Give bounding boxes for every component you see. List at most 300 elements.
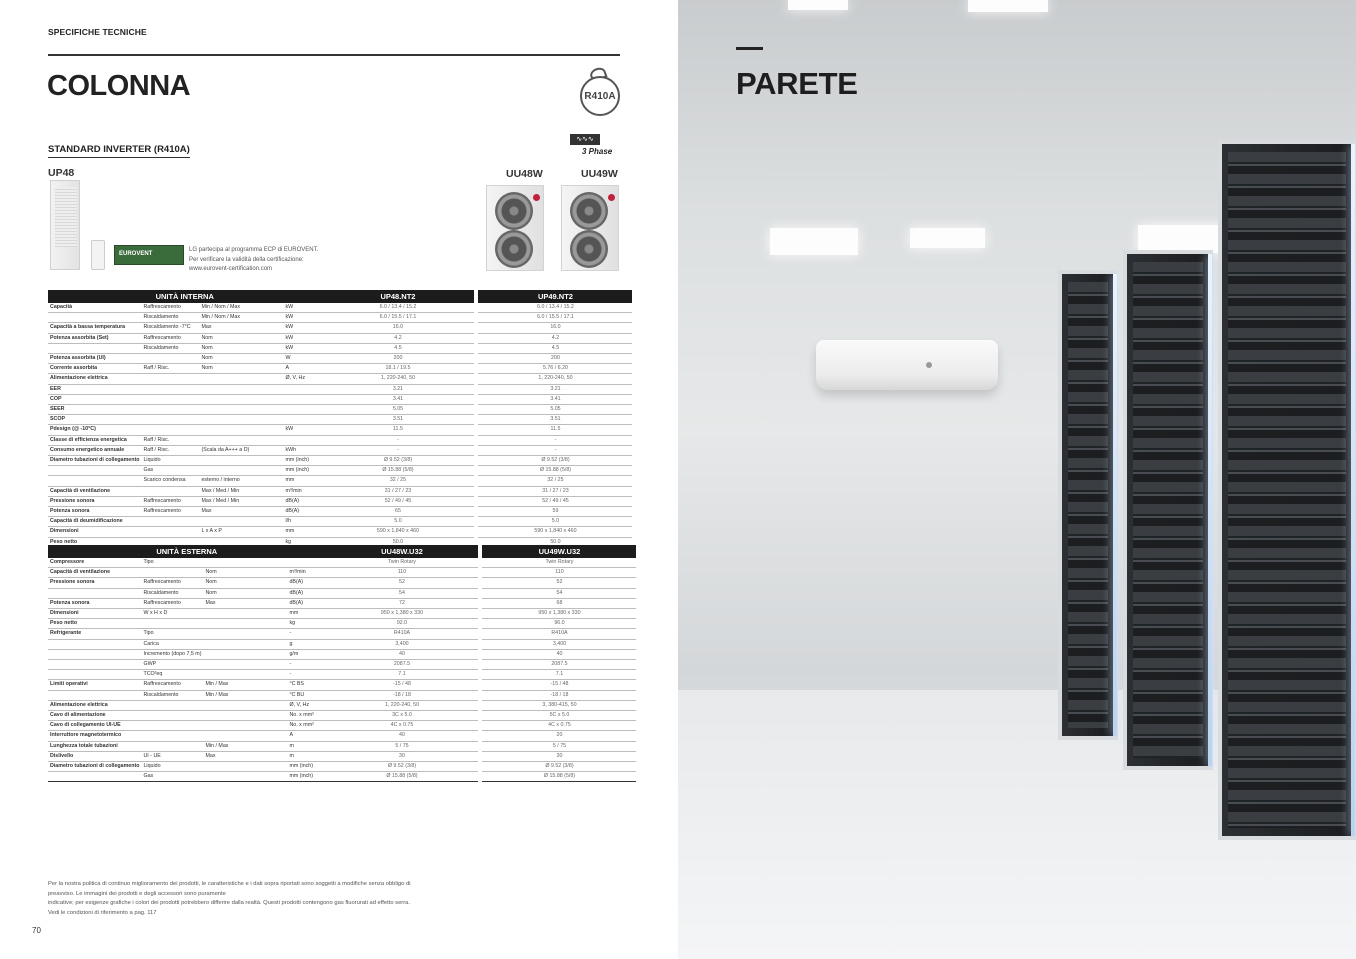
row-condition: Max / Med / Min xyxy=(199,486,283,496)
row-condition xyxy=(203,649,287,659)
row-value: Ø 15.88 (5/8) xyxy=(321,466,474,476)
row-label: Limiti operativi xyxy=(48,680,141,690)
row-unit: kW xyxy=(283,333,321,343)
row-unit: g/m xyxy=(287,649,325,659)
row-value: Twin Rotary xyxy=(325,558,478,568)
row-condition: Min / Max xyxy=(203,741,287,751)
row-unit: g xyxy=(287,639,325,649)
row-condition: Nom xyxy=(199,343,283,353)
server-rack xyxy=(1218,140,1356,840)
row-value: 30 xyxy=(482,751,636,761)
row-label: EER xyxy=(48,384,141,394)
row-condition xyxy=(203,700,287,710)
row-value: 32 / 25 xyxy=(478,476,632,486)
row-label: Consumo energetico annuale xyxy=(48,445,141,455)
row-condition xyxy=(203,762,287,772)
row-unit: No. x mm² xyxy=(287,721,325,731)
row-condition: Max xyxy=(199,507,283,517)
row-value: 32 / 25 xyxy=(321,476,474,486)
row-condition: L x A x P xyxy=(199,527,283,537)
row-sublabel: Scarico condensa xyxy=(141,476,199,486)
row-value: 54 xyxy=(482,588,636,598)
row-value: 2087.5 xyxy=(325,660,478,670)
row-unit: mm xyxy=(283,527,321,537)
row-value: 65 xyxy=(321,507,474,517)
row-unit: °C BU xyxy=(287,690,325,700)
three-phase-badge xyxy=(570,134,620,162)
table-row xyxy=(48,690,636,700)
row-label xyxy=(48,690,141,700)
row-unit: mm (inch) xyxy=(287,772,325,782)
row-sublabel: Liquido xyxy=(141,456,199,466)
row-label: Capacità xyxy=(48,303,141,313)
row-unit xyxy=(283,394,321,404)
outdoor-model-name-2: UU49W xyxy=(581,168,618,180)
row-value: 6.0 / 15.5 / 17.1 xyxy=(478,313,632,323)
row-value: Ø 9.52 (3/8) xyxy=(321,456,474,466)
row-unit: kg xyxy=(283,537,321,547)
row-value: 72 xyxy=(325,598,478,608)
table-row xyxy=(48,721,636,731)
row-unit xyxy=(283,405,321,415)
row-value: 1, 220-240, 50 xyxy=(478,374,632,384)
table-row xyxy=(48,649,636,659)
ceiling-light xyxy=(968,0,1048,12)
ceiling-light xyxy=(910,228,985,248)
row-condition xyxy=(203,639,287,649)
row-sublabel: Riscaldamento xyxy=(141,588,203,598)
row-value: 16.0 xyxy=(321,323,474,333)
section-label: SPECIFICHE TECNICHE xyxy=(48,27,147,37)
row-value: 5.0 xyxy=(321,517,474,527)
table-row xyxy=(48,772,636,782)
row-value: 31 / 27 / 23 xyxy=(321,486,474,496)
row-condition: Max / Med / Min xyxy=(199,496,283,506)
row-value: 4C x 0.75 xyxy=(482,721,636,731)
row-unit: kW xyxy=(283,343,321,353)
row-value: 4C x 0.75 xyxy=(325,721,478,731)
table-row xyxy=(48,486,632,496)
row-label: Potenza assorbita (UI) xyxy=(48,354,141,364)
remote-control-image xyxy=(91,240,105,270)
server-rack xyxy=(1123,250,1213,770)
row-label xyxy=(48,588,141,598)
right-page-photo xyxy=(678,0,1356,959)
row-label: Diametro tubazioni di collegamento xyxy=(48,456,141,466)
table-row xyxy=(48,425,632,435)
row-sublabel: Raffrescamento xyxy=(141,680,203,690)
table-row xyxy=(48,456,632,466)
row-unit: °C BS xyxy=(287,680,325,690)
table-row xyxy=(48,588,636,598)
indoor-unit-image xyxy=(50,180,80,270)
row-unit xyxy=(287,558,325,568)
table-row xyxy=(48,609,636,619)
row-unit: kg xyxy=(287,619,325,629)
row-label xyxy=(48,649,141,659)
row-unit: - xyxy=(287,670,325,680)
row-sublabel: Riscaldamento -7°C xyxy=(141,323,199,333)
row-condition: (Scala da A+++ a D) xyxy=(199,445,283,455)
table-row xyxy=(48,507,632,517)
row-value: 5.0 xyxy=(478,517,632,527)
row-value: 52 xyxy=(482,578,636,588)
table-row xyxy=(48,639,636,649)
row-value: 4.2 xyxy=(478,333,632,343)
row-sublabel: Riscaldamento xyxy=(141,313,199,323)
table-header: UP49.NT2 xyxy=(478,290,632,303)
row-value: -18 / 18 xyxy=(325,690,478,700)
row-condition: Nom xyxy=(203,578,287,588)
row-unit: dB(A) xyxy=(287,588,325,598)
row-value: R410A xyxy=(482,629,636,639)
row-unit: kW xyxy=(283,425,321,435)
subtitle: STANDARD INVERTER (R410A) xyxy=(48,144,190,158)
row-label: COP xyxy=(48,394,141,404)
row-value: 1, 220-240, 50 xyxy=(321,374,474,384)
row-sublabel: Carica xyxy=(141,639,203,649)
row-value: 5 / 75 xyxy=(325,741,478,751)
row-value: -18 / 18 xyxy=(482,690,636,700)
row-condition: Nom xyxy=(199,364,283,374)
row-sublabel: Gas xyxy=(141,466,199,476)
row-sublabel: Raffrescamento xyxy=(141,598,203,608)
row-label xyxy=(48,772,141,782)
table-row xyxy=(48,731,636,741)
row-value: Ø 15.88 (5/8) xyxy=(325,772,478,782)
refrigerant-badge: R410A xyxy=(580,76,620,116)
row-condition xyxy=(199,456,283,466)
row-value: 590 x 1,840 x 460 xyxy=(321,527,474,537)
row-value: 3, 380-415, 50 xyxy=(482,700,636,710)
row-condition xyxy=(199,425,283,435)
outdoor-model-name-1: UU48W xyxy=(506,168,543,180)
eurovent-line: Per verificare la validità della certificazione: xyxy=(189,256,304,263)
row-value: 4.5 xyxy=(321,343,474,353)
row-unit: kW xyxy=(283,323,321,333)
row-sublabel xyxy=(141,568,203,578)
table-header: UP48.NT2 xyxy=(321,290,474,303)
row-value: 3.51 xyxy=(321,415,474,425)
table-row xyxy=(48,374,632,384)
row-value: 3.41 xyxy=(321,394,474,404)
outdoor-spec-table xyxy=(48,545,636,782)
row-value: 2087.5 xyxy=(482,660,636,670)
row-condition xyxy=(199,405,283,415)
row-sublabel: Raffrescamento xyxy=(141,578,203,588)
row-unit: kW xyxy=(283,303,321,313)
row-value: 54 xyxy=(325,588,478,598)
row-condition: Nom xyxy=(199,354,283,364)
table-header: UNITÀ ESTERNA xyxy=(48,545,325,558)
outdoor-unit-image-2 xyxy=(561,185,619,271)
row-sublabel: Raffrescamento xyxy=(141,496,199,506)
row-condition: Min / Nom / Max xyxy=(199,313,283,323)
footnote-line: indicative; per esigenze grafiche i colori dei prodotti potrebbero differire dalla realtà. Questi prodotti contengono gas fluorurati ad effetto serra. xyxy=(48,900,410,907)
table-header: UU49W.U32 xyxy=(482,545,636,558)
row-label: Peso netto xyxy=(48,537,141,547)
row-sublabel xyxy=(141,425,199,435)
row-sublabel xyxy=(141,384,199,394)
row-unit: - xyxy=(287,629,325,639)
row-label: Cavo di alimentazione xyxy=(48,711,141,721)
row-unit: A xyxy=(287,731,325,741)
row-label xyxy=(48,670,141,680)
row-value: - xyxy=(321,445,474,455)
row-condition: Nom xyxy=(199,333,283,343)
row-value: 40 xyxy=(325,649,478,659)
row-sublabel xyxy=(141,731,203,741)
row-sublabel: Raffrescamento xyxy=(141,507,199,517)
table-row xyxy=(48,313,632,323)
row-value: 92.0 xyxy=(325,619,478,629)
row-label: Peso netto xyxy=(48,619,141,629)
table-row xyxy=(48,343,632,353)
title-dash xyxy=(736,47,763,50)
row-label: Pressione sonora xyxy=(48,496,141,506)
row-sublabel: Riscaldamento xyxy=(141,690,203,700)
row-sublabel: GWP xyxy=(141,660,203,670)
row-label: Alimentazione elettrica xyxy=(48,374,141,384)
row-sublabel xyxy=(141,354,199,364)
row-sublabel: Liquido xyxy=(141,762,203,772)
row-value: Ø 9.52 (3/8) xyxy=(482,762,636,772)
waveform-icon: ∿∿∿ xyxy=(570,134,600,145)
row-value: 6.0 / 15.5 / 17.1 xyxy=(321,313,474,323)
row-condition xyxy=(203,670,287,680)
row-value: 950 x 1,380 x 330 xyxy=(325,609,478,619)
row-value: 5.76 / 6.20 xyxy=(478,364,632,374)
server-rack xyxy=(1058,270,1118,740)
indoor-spec-table xyxy=(48,290,632,548)
row-label: SCOP xyxy=(48,415,141,425)
row-unit: kW xyxy=(283,313,321,323)
row-condition xyxy=(199,435,283,445)
row-unit: dB(A) xyxy=(287,578,325,588)
table-row xyxy=(48,384,632,394)
row-unit: - xyxy=(287,660,325,670)
row-condition: Max xyxy=(199,323,283,333)
right-page-title: PARETE xyxy=(736,66,858,101)
row-sublabel: Raffrescamento xyxy=(141,303,199,313)
row-value: - xyxy=(478,445,632,455)
row-unit: dB(A) xyxy=(283,507,321,517)
row-condition xyxy=(199,517,283,527)
row-value: 1, 220-240, 50 xyxy=(325,700,478,710)
row-label xyxy=(48,343,141,353)
table-row xyxy=(48,517,632,527)
row-unit: l/h xyxy=(283,517,321,527)
eurovent-line: www.eurovent-certification.com xyxy=(189,266,273,272)
row-unit xyxy=(283,415,321,425)
row-unit xyxy=(283,435,321,445)
row-label: Dimensioni xyxy=(48,527,141,537)
footnote-line: Vedi le condizioni di riferimento a pag. 117 xyxy=(48,909,157,916)
row-value: -15 / 48 xyxy=(325,680,478,690)
row-value: Ø 9.52 (3/8) xyxy=(325,762,478,772)
row-sublabel xyxy=(141,711,203,721)
row-unit: Ø, V, Hz xyxy=(283,374,321,384)
row-condition xyxy=(203,609,287,619)
table-row xyxy=(48,405,632,415)
row-value: 31 / 27 / 23 xyxy=(478,486,632,496)
row-value: 5 / 75 xyxy=(482,741,636,751)
row-value: R410A xyxy=(325,629,478,639)
page-title: COLONNA xyxy=(47,70,191,102)
indoor-model-name: UP48 xyxy=(48,167,75,179)
row-unit: Ø, V, Hz xyxy=(287,700,325,710)
row-value: 5C x 5.0 xyxy=(482,711,636,721)
row-value: 3.51 xyxy=(478,415,632,425)
ceiling-light xyxy=(770,228,858,255)
row-unit: m xyxy=(287,741,325,751)
row-condition xyxy=(203,711,287,721)
footnote xyxy=(48,880,438,918)
phase-label: 3 Phase xyxy=(582,147,613,156)
table-row xyxy=(48,700,636,710)
row-value: 52 / 49 / 45 xyxy=(321,496,474,506)
row-condition: Nom xyxy=(203,568,287,578)
row-condition xyxy=(203,731,287,741)
divider xyxy=(48,54,620,56)
row-value: 30 xyxy=(325,751,478,761)
table-header: UU48W.U32 xyxy=(325,545,478,558)
table-header: UNITÀ INTERNA xyxy=(48,290,321,303)
row-unit: dB(A) xyxy=(287,598,325,608)
row-label: Interruttore magnetotermico xyxy=(48,731,141,741)
row-unit: mm xyxy=(287,609,325,619)
row-label: Capacità di ventilazione xyxy=(48,486,141,496)
row-value: 3,400 xyxy=(482,639,636,649)
row-condition xyxy=(203,772,287,782)
row-value: 96.0 xyxy=(482,619,636,629)
table-row xyxy=(48,394,632,404)
row-value: 52 xyxy=(325,578,478,588)
row-value: 4.2 xyxy=(321,333,474,343)
row-sublabel xyxy=(141,405,199,415)
row-value: 6.0 / 13.4 / 15.2 xyxy=(321,303,474,313)
row-label: Compressore xyxy=(48,558,141,568)
wall-ac-unit-image xyxy=(816,340,998,390)
row-condition xyxy=(203,721,287,731)
row-label: Corrente assorbita xyxy=(48,364,141,374)
row-sublabel xyxy=(141,517,199,527)
row-sublabel: Raff / Risc. xyxy=(141,435,199,445)
row-unit: kWh xyxy=(283,445,321,455)
ceiling-light xyxy=(1138,225,1228,253)
table-row xyxy=(48,751,636,761)
row-value: 5.05 xyxy=(321,405,474,415)
row-value: 3.21 xyxy=(321,384,474,394)
table-row xyxy=(48,364,632,374)
table-row xyxy=(48,568,636,578)
table-row xyxy=(48,670,636,680)
row-value: 7.1 xyxy=(325,670,478,680)
table-row xyxy=(48,435,632,445)
row-label: Diametro tubazioni di collegamento xyxy=(48,762,141,772)
eurovent-logo xyxy=(114,245,184,265)
row-label: Dislivello xyxy=(48,751,141,761)
row-label: Lunghezza totale tubazioni xyxy=(48,741,141,751)
row-value: 50.0 xyxy=(321,537,474,547)
row-value: 20 xyxy=(482,731,636,741)
footnote-line: Per la nostra politica di continuo miglioramento dei prodotti, le caratteristiche e i dati sopra riportati sono soggetti a modifiche senza obbligo di xyxy=(48,881,411,887)
table-row xyxy=(48,527,632,537)
row-sublabel xyxy=(141,394,199,404)
row-sublabel xyxy=(141,700,203,710)
table-row xyxy=(48,578,636,588)
row-condition: Min / Nom / Max xyxy=(199,303,283,313)
table-row xyxy=(48,323,632,333)
row-label: Potenza assorbita (Set) xyxy=(48,333,141,343)
row-value: - xyxy=(321,435,474,445)
row-sublabel xyxy=(141,415,199,425)
row-condition: Max xyxy=(203,598,287,608)
row-unit: mm (inch) xyxy=(283,466,321,476)
row-condition: Max xyxy=(203,751,287,761)
row-condition xyxy=(199,466,283,476)
row-sublabel: Raff / Risc. xyxy=(141,364,199,374)
row-value: 11.5 xyxy=(321,425,474,435)
row-label: Capacità di deumidificazione xyxy=(48,517,141,527)
row-unit: mm (inch) xyxy=(287,762,325,772)
row-value: 52 / 49 / 45 xyxy=(478,496,632,506)
row-value: 16.0 xyxy=(478,323,632,333)
outdoor-unit-image-1 xyxy=(486,185,544,271)
row-value: 110 xyxy=(325,568,478,578)
row-sublabel xyxy=(141,374,199,384)
table-row xyxy=(48,629,636,639)
row-value: -15 / 48 xyxy=(482,680,636,690)
row-unit: mm xyxy=(283,476,321,486)
row-value: 6.0 / 13.4 / 15.2 xyxy=(478,303,632,313)
row-label: Classe di efficienza energetica xyxy=(48,435,141,445)
row-label xyxy=(48,466,141,476)
row-sublabel xyxy=(141,619,203,629)
row-value: 3.21 xyxy=(478,384,632,394)
row-sublabel: W x H x D xyxy=(141,609,203,619)
row-unit: m³/min xyxy=(287,568,325,578)
table-row xyxy=(48,415,632,425)
row-unit: No. x mm² xyxy=(287,711,325,721)
row-unit: A xyxy=(283,364,321,374)
row-sublabel xyxy=(141,527,199,537)
row-sublabel xyxy=(141,741,203,751)
table-row xyxy=(48,445,632,455)
row-condition: esterno / interno xyxy=(199,476,283,486)
row-condition xyxy=(203,558,287,568)
row-label: SEER xyxy=(48,405,141,415)
row-condition xyxy=(199,394,283,404)
row-value: Ø 15.88 (5/8) xyxy=(482,772,636,782)
row-label xyxy=(48,313,141,323)
row-value: Twin Rotary xyxy=(482,558,636,568)
row-condition xyxy=(199,415,283,425)
table-row xyxy=(48,303,632,313)
row-value: 11.5 xyxy=(478,425,632,435)
row-unit: mm (inch) xyxy=(283,456,321,466)
ceiling-light xyxy=(788,0,848,10)
row-value: 110 xyxy=(482,568,636,578)
row-value: 68 xyxy=(482,598,636,608)
row-value: 590 x 1,840 x 460 xyxy=(478,527,632,537)
row-sublabel xyxy=(141,486,199,496)
row-value: 40 xyxy=(325,731,478,741)
row-label: Alimentazione elettrica xyxy=(48,700,141,710)
row-value: 59 xyxy=(478,507,632,517)
eurovent-line: LG partecipa al programma ECP di EUROVENT. xyxy=(189,247,319,253)
table-row xyxy=(48,741,636,751)
